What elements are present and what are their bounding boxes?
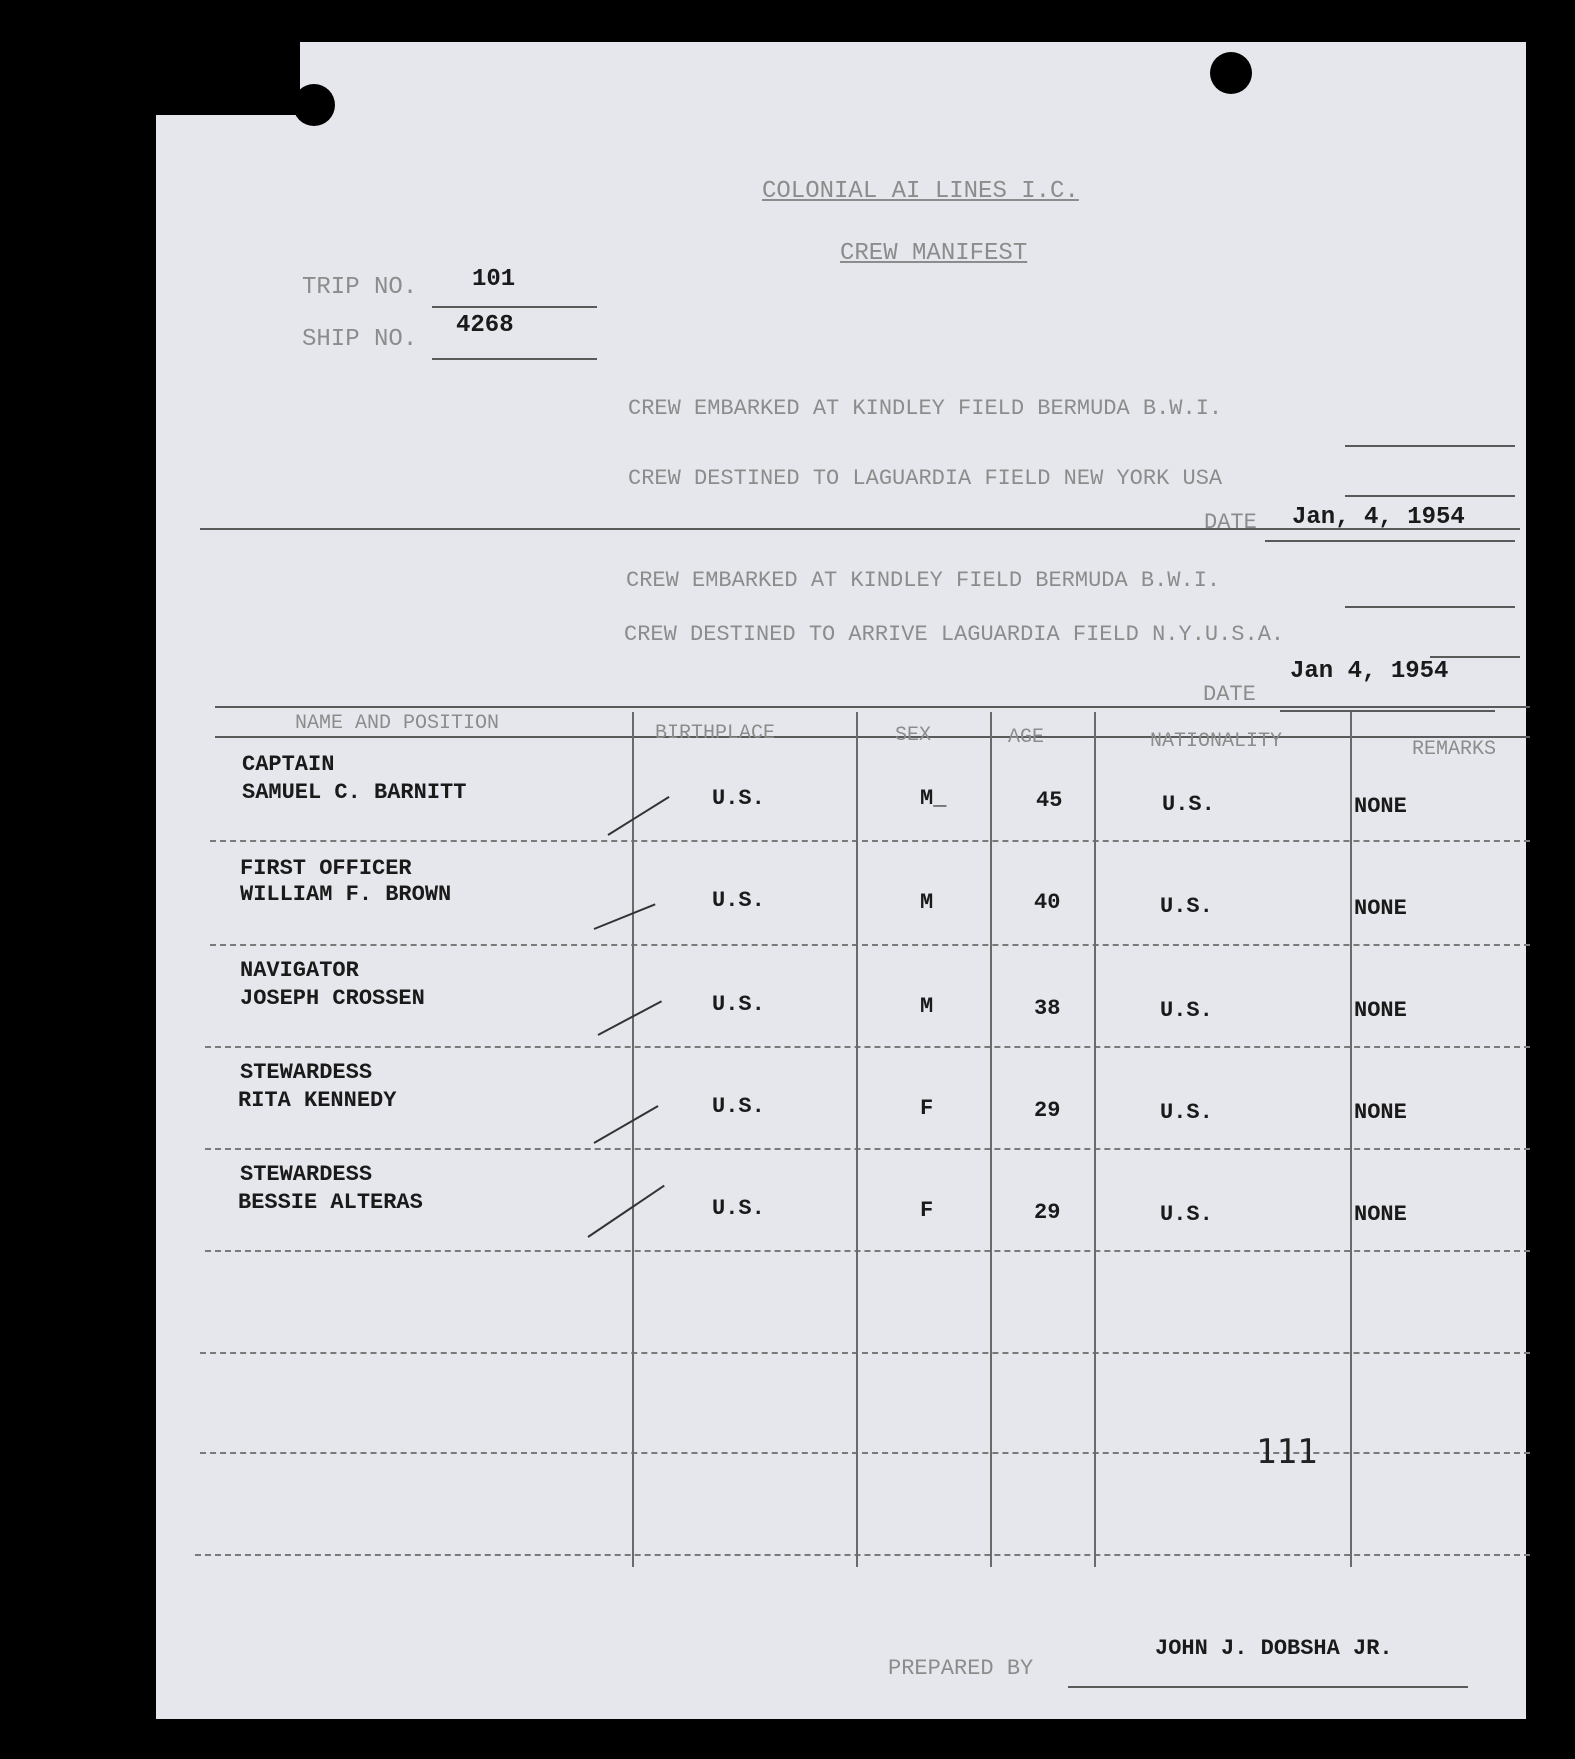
row2-name: WILLIAM F. BROWN	[240, 882, 452, 907]
row1-birthplace: U.S.	[712, 786, 765, 811]
row3-birthplace: U.S.	[712, 992, 765, 1017]
row4-birthplace: U.S.	[712, 1094, 765, 1119]
row3-age: 38	[1034, 996, 1061, 1021]
table-top-rule	[215, 706, 1530, 708]
row3-remarks: NONE	[1354, 998, 1407, 1023]
ship-underline	[432, 358, 597, 360]
row5-age: 29	[1034, 1200, 1061, 1225]
trip-value: 101	[472, 266, 516, 293]
row1-sex: M_	[920, 786, 947, 811]
section2-date-value: Jan 4, 1954	[1290, 658, 1449, 685]
row5-sex: F	[920, 1198, 934, 1223]
row1-remarks: NONE	[1354, 794, 1407, 819]
punch-hole-right	[1210, 52, 1252, 94]
row3-nationality: U.S.	[1160, 998, 1213, 1023]
col-divider-1	[632, 712, 634, 1567]
col-header-remarks: REMARKS	[1412, 738, 1497, 761]
trip-underline	[432, 306, 597, 308]
row4-position: STEWARDESS	[240, 1060, 373, 1085]
row3-name: JOSEPH CROSSEN	[240, 986, 425, 1011]
row-divider-8	[195, 1554, 1530, 1556]
row5-position: STEWARDESS	[240, 1162, 373, 1187]
row1-name: SAMUEL C. BARNITT	[242, 780, 467, 805]
row1-age: 45	[1036, 788, 1063, 813]
row-divider-3	[205, 1046, 1530, 1048]
col-divider-4	[1094, 712, 1096, 1567]
row5-nationality: U.S.	[1160, 1202, 1213, 1227]
col-header-nationality: NATIONALITY	[1150, 730, 1283, 753]
row2-position: FIRST OFFICER	[240, 856, 412, 881]
row4-sex: F	[920, 1096, 934, 1121]
row3-sex: M	[920, 994, 934, 1019]
ship-label: SHIP NO.	[302, 326, 418, 353]
section1-date-value: Jan, 4, 1954	[1292, 504, 1465, 531]
col-divider-3	[990, 712, 992, 1567]
section1-destined: CREW DESTINED TO LAGUARDIA FIELD NEW YORK USA	[628, 466, 1223, 491]
col-header-age: AGE	[1008, 726, 1045, 749]
section1-date-line	[1265, 540, 1515, 542]
row5-remarks: NONE	[1354, 1202, 1407, 1227]
col-divider-5	[1350, 712, 1352, 1567]
section2-destined: CREW DESTINED TO ARRIVE LAGUARDIA FIELD N.Y.U.S.A.	[624, 622, 1285, 647]
torn-corner	[150, 40, 300, 115]
col-header-birthplace: BIRTHPLACE	[655, 722, 776, 745]
row2-remarks: NONE	[1354, 896, 1407, 921]
row2-sex: M	[920, 890, 934, 915]
row2-birthplace: U.S.	[712, 888, 765, 913]
section1-date-label: DATE	[1204, 510, 1257, 535]
section2-embarked-line	[1345, 606, 1515, 608]
form-title: CREW MANIFEST	[840, 240, 1028, 267]
row4-remarks: NONE	[1354, 1100, 1407, 1125]
row4-name: RITA KENNEDY	[238, 1088, 397, 1113]
punch-hole-left	[293, 84, 335, 126]
trip-label: TRIP NO.	[302, 274, 418, 301]
row-divider-7	[200, 1452, 1530, 1454]
prepared-by-label: PREPARED BY	[888, 1656, 1034, 1681]
company-name: COLONIAL AI LINES I.C.	[762, 178, 1079, 205]
row-divider-2	[210, 944, 1530, 946]
row1-nationality: U.S.	[1162, 792, 1215, 817]
row4-age: 29	[1034, 1098, 1061, 1123]
row-divider-5	[205, 1250, 1530, 1252]
section2-date-label: DATE	[1203, 682, 1256, 707]
row4-nationality: U.S.	[1160, 1100, 1213, 1125]
prepared-by-value: JOHN J. DOBSHA JR.	[1155, 1636, 1393, 1661]
row5-birthplace: U.S.	[712, 1196, 765, 1221]
col-header-sex: SEX	[895, 724, 932, 747]
col-header-name: NAME AND POSITION	[295, 712, 500, 735]
row-divider-6	[200, 1352, 1530, 1354]
row-divider-1	[210, 840, 1530, 842]
row-divider-4	[205, 1148, 1530, 1150]
row2-nationality: U.S.	[1160, 894, 1213, 919]
row1-position: CAPTAIN	[242, 752, 335, 777]
row2-age: 40	[1034, 890, 1061, 915]
section1-destined-line	[1345, 495, 1515, 497]
col-divider-2	[856, 712, 858, 1567]
row5-name: BESSIE ALTERAS	[238, 1190, 423, 1215]
section1-embarked: CREW EMBARKED AT KINDLEY FIELD BERMUDA B.W.I.	[628, 396, 1223, 421]
section2-date-line	[1280, 710, 1495, 712]
table-header-rule	[215, 736, 1530, 738]
ship-value: 4268	[456, 312, 514, 339]
section2-embarked: CREW EMBARKED AT KINDLEY FIELD BERMUDA B.W.I.	[626, 568, 1221, 593]
section1-embarked-line	[1345, 445, 1515, 447]
page-number: 111	[1256, 1432, 1318, 1472]
row3-position: NAVIGATOR	[240, 958, 359, 983]
prepared-by-line	[1068, 1686, 1468, 1688]
